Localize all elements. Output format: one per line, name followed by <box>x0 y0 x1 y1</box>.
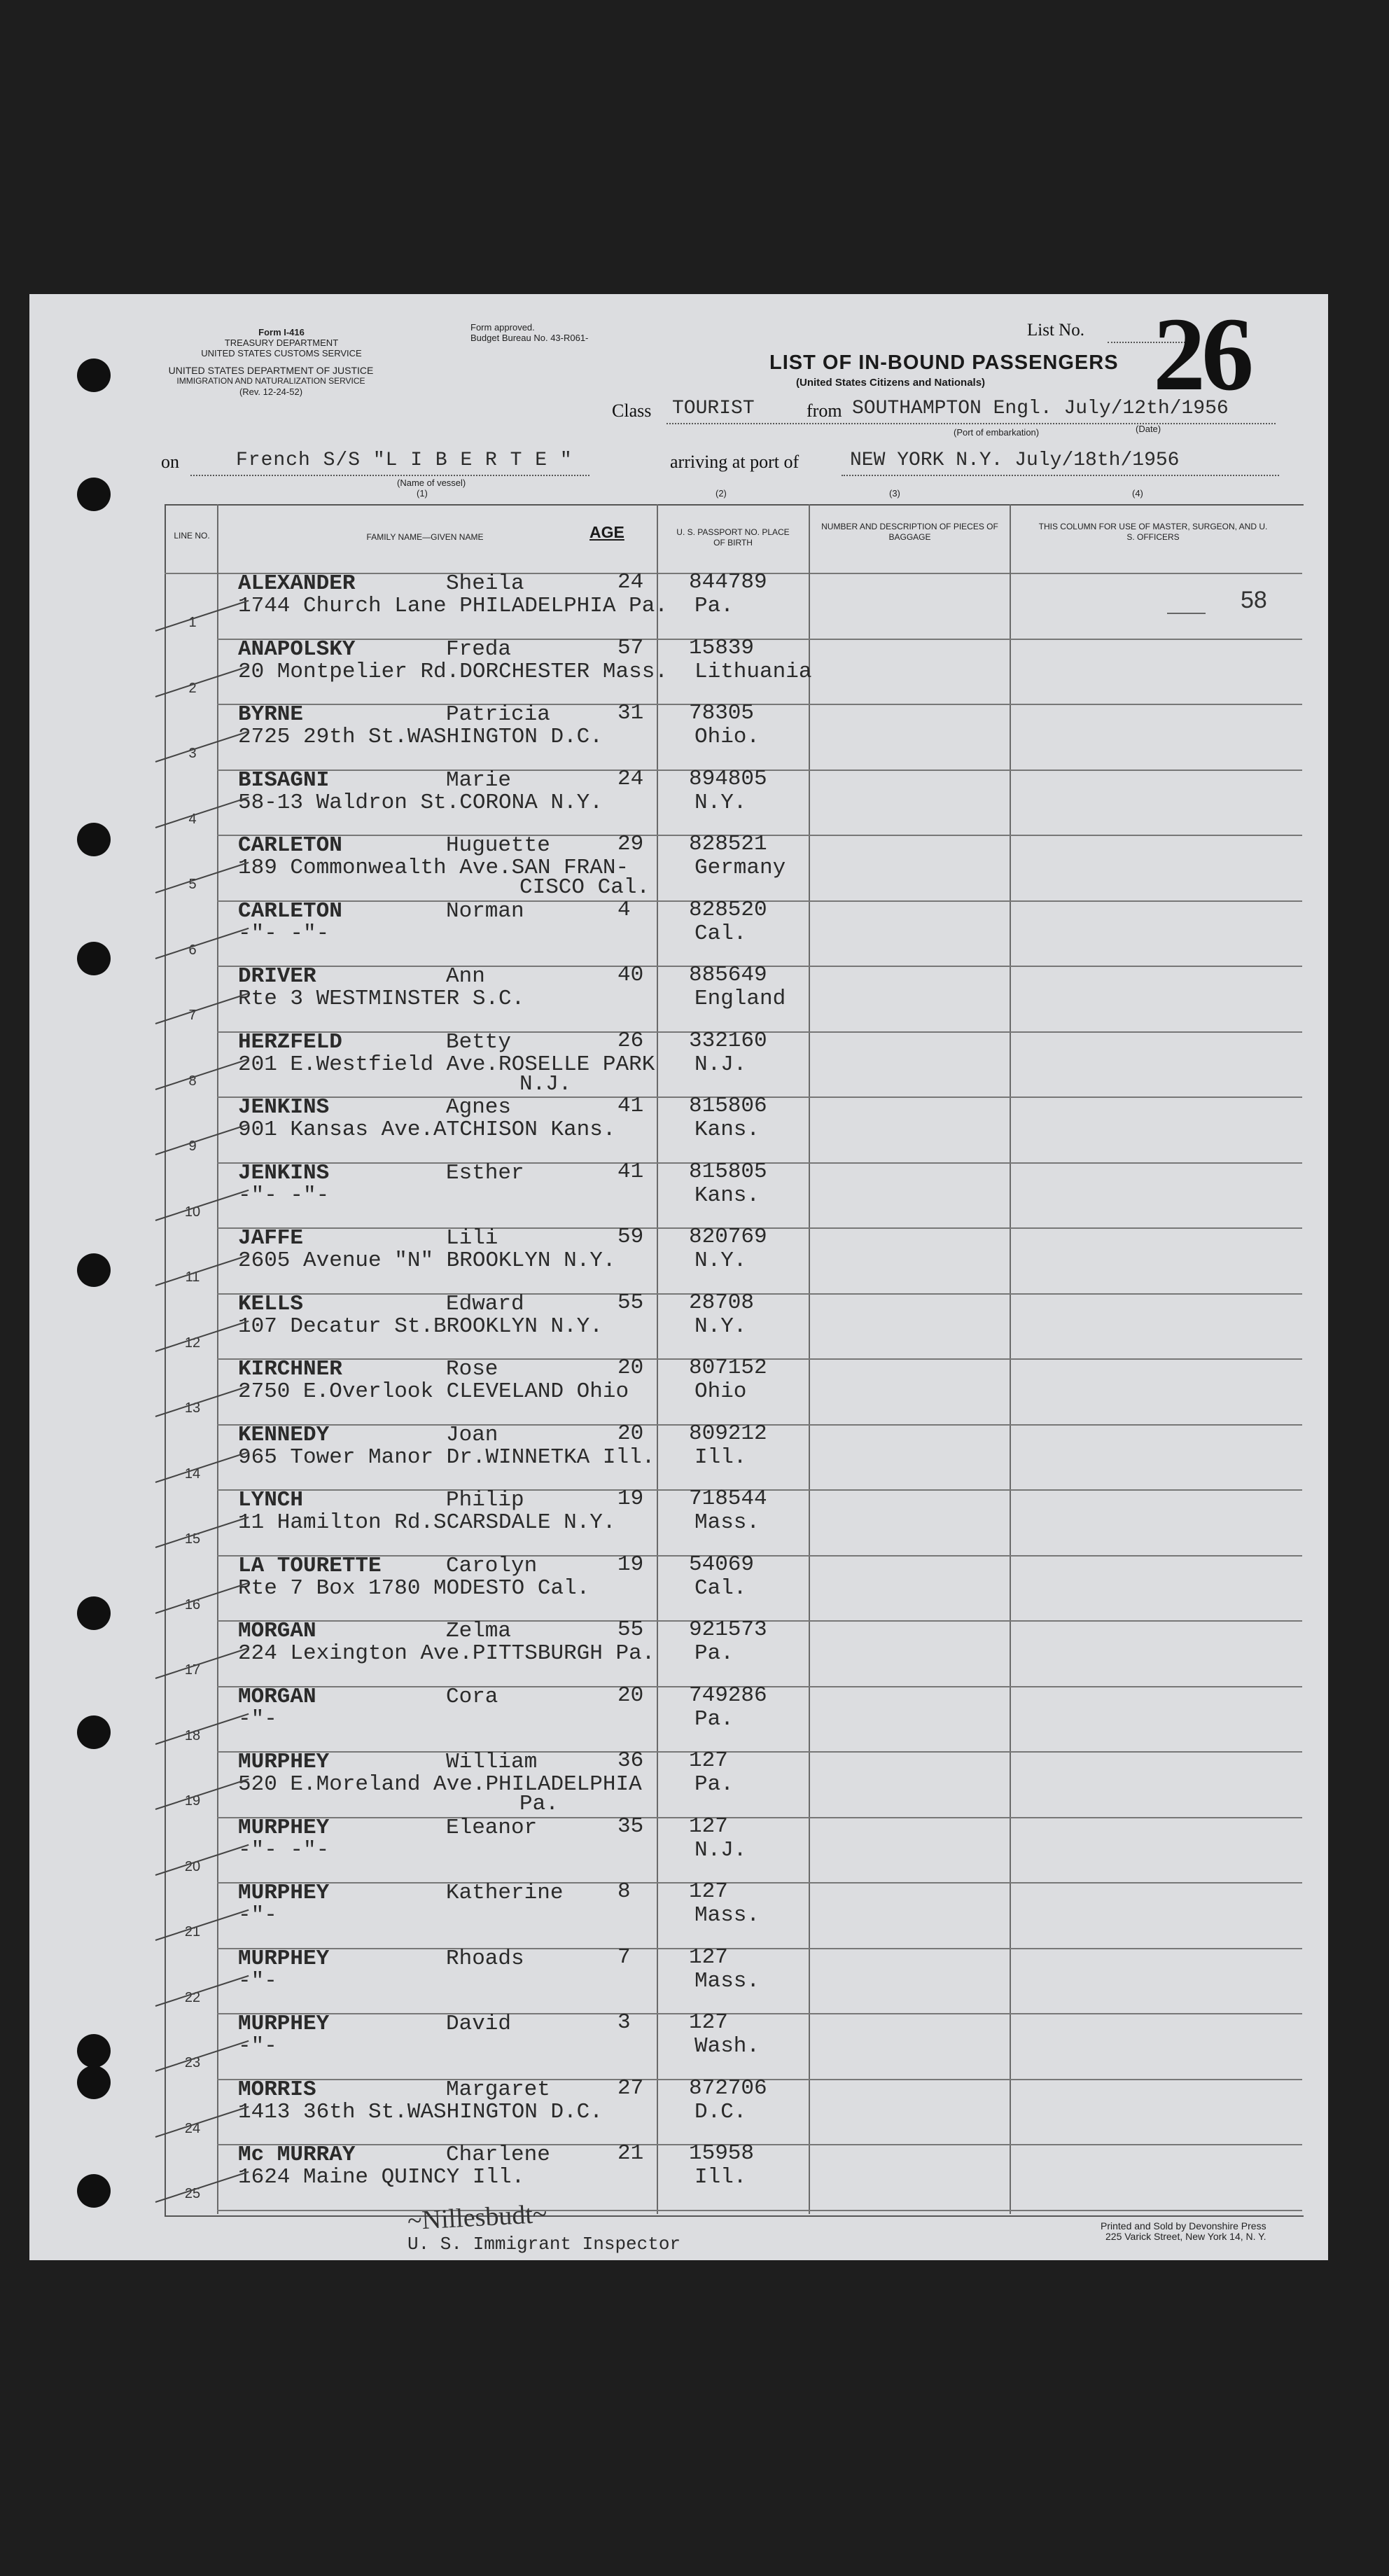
age: 20 <box>617 1421 644 1446</box>
printer-line1: Printed and Sold by Devonshire Press <box>1101 2220 1266 2232</box>
place-of-birth: Mass. <box>694 1968 760 1993</box>
place-of-birth: Cal. <box>694 921 747 946</box>
address: Rte 7 Box 1780 MODESTO Cal. <box>238 1575 590 1601</box>
table-row <box>29 2141 1328 2211</box>
passport-number: 78305 <box>689 701 755 725</box>
family-name: BYRNE <box>238 702 304 727</box>
table-row <box>29 1094 1328 1164</box>
arrival-value: NEW YORK N.Y. July/18th/1956 <box>850 450 1180 471</box>
passport-number: 872706 <box>689 2075 767 2101</box>
given-name: David <box>446 2012 512 2036</box>
address: 520 E.Moreland Ave.PHILADELPHIA <box>238 1772 642 1797</box>
family-name: KIRCHNER <box>238 1357 342 1381</box>
place-of-birth: Ill. <box>694 1444 747 1470</box>
line-number: 5 <box>188 877 197 892</box>
age: 4 <box>617 897 631 922</box>
col-marker-2: (2) <box>716 488 727 499</box>
table-row <box>29 635 1328 706</box>
address: 201 E.Westfield Ave.ROSELLE PARK <box>238 1052 655 1077</box>
family-name: CARLETON <box>238 898 342 924</box>
place-of-birth: N.J. <box>694 1837 747 1863</box>
passport-number: 815806 <box>689 1094 767 1118</box>
passport-number: 127 <box>689 2010 728 2035</box>
age: 8 <box>617 1879 631 1904</box>
age: 19 <box>617 1552 644 1577</box>
line-number: 25 <box>184 2186 201 2201</box>
passport-number: 809212 <box>689 1421 767 1446</box>
passport-number: 127 <box>689 1944 728 1970</box>
family-name: Mc MURRAY <box>238 2143 356 2167</box>
printer-line2: 225 Varick Street, New York 14, N. Y. <box>1105 2231 1266 2242</box>
table-row <box>29 1813 1328 1884</box>
age: 31 <box>617 701 644 725</box>
given-name: Katherine <box>446 1881 564 1905</box>
address: 189 Commonwealth Ave.SAN FRAN- <box>238 856 629 880</box>
address-continued: Pa. <box>519 1792 559 1816</box>
col-marker-3: (3) <box>889 488 900 499</box>
line-number: 6 <box>188 942 197 958</box>
form-revision: (Rev. 12-24-52) <box>239 387 303 397</box>
table-row <box>29 1290 1328 1360</box>
family-name: JENKINS <box>238 1095 330 1120</box>
address: 11 Hamilton Rd.SCARSDALE N.Y. <box>238 1510 616 1535</box>
line-number: 24 <box>184 2120 201 2136</box>
passport-number: 921573 <box>689 1617 767 1642</box>
from-value: SOUTHAMPTON Engl. July/12th/1956 <box>852 398 1229 419</box>
place-of-birth: N.Y. <box>694 790 747 815</box>
address-continued: CISCO Cal. <box>519 875 650 900</box>
manifest-page <box>29 294 1328 2260</box>
family-name: LYNCH <box>238 1488 304 1512</box>
age: 55 <box>617 1617 644 1642</box>
table-row <box>29 1683 1328 1753</box>
passport-number: 127 <box>689 1813 728 1839</box>
family-name: ALEXANDER <box>238 571 356 596</box>
family-name: JENKINS <box>238 1160 330 1185</box>
header-officers: THIS COLUMN FOR USE OF MASTER, SURGEON, AND U. S. OFFICERS <box>1038 522 1268 542</box>
passport-number: 815805 <box>689 1159 767 1184</box>
family-name: MURPHEY <box>238 1750 330 1774</box>
age: 41 <box>617 1094 644 1118</box>
table-row <box>29 1748 1328 1818</box>
binder-hole <box>77 478 111 511</box>
binder-hole <box>77 1596 111 1630</box>
address: 901 Kansas Ave.ATCHISON Kans. <box>238 1118 616 1142</box>
age: 20 <box>617 1356 644 1380</box>
address: Rte 3 WESTMINSTER S.C. <box>238 987 525 1011</box>
col-marker-1: (1) <box>417 488 428 499</box>
table-row <box>29 897 1328 968</box>
given-name: Betty <box>446 1029 512 1054</box>
given-name: Ann <box>446 964 485 989</box>
port-embark-note: (Port of embarkation) <box>954 427 1040 438</box>
line-number: 22 <box>184 1989 201 2005</box>
page-subtitle: (United States Citizens and Nationals) <box>796 377 986 389</box>
family-name: HERZFELD <box>238 1029 342 1054</box>
page-count-note: 58 <box>1241 587 1267 613</box>
passport-number: 894805 <box>689 766 767 791</box>
address: 2725 29th St.WASHINGTON D.C. <box>238 725 603 749</box>
address: 20 Montpelier Rd.DORCHESTER Mass. <box>238 659 668 684</box>
dept-customs: UNITED STATES CUSTOMS SERVICE <box>201 348 362 358</box>
given-name: Edward <box>446 1291 524 1316</box>
table-row <box>29 1225 1328 1295</box>
given-name: Huguette <box>446 833 550 858</box>
passport-number: 844789 <box>689 570 767 594</box>
place-of-birth: Pa. <box>694 1772 734 1797</box>
header-passport: U. S. PASSPORT NO. PLACE OF BIRTH <box>676 527 790 548</box>
address: 1413 36th St.WASHINGTON D.C. <box>238 2099 603 2124</box>
age: 57 <box>617 635 644 660</box>
place-of-birth: N.Y. <box>694 1248 747 1273</box>
address: 224 Lexington Ave.PITTSBURGH Pa. <box>238 1641 655 1666</box>
col-marker-4: (4) <box>1132 488 1143 499</box>
family-name: MURPHEY <box>238 1815 330 1840</box>
address-continued: N.J. <box>519 1071 572 1096</box>
address: 58-13 Waldron St.CORONA N.Y. <box>238 790 603 815</box>
age: 59 <box>617 1225 644 1249</box>
dept-justice-block <box>152 365 390 397</box>
table-row <box>29 570 1328 640</box>
vessel-note: (Name of vessel) <box>397 478 466 488</box>
age: 55 <box>617 1290 644 1315</box>
printer-credit <box>1101 2221 1266 2242</box>
table-row <box>29 1159 1328 1230</box>
given-name: Margaret <box>446 2077 550 2102</box>
form-id-block <box>173 327 390 358</box>
line-number: 18 <box>184 1727 201 1743</box>
passport-number: 127 <box>689 1748 728 1773</box>
page-title: LIST OF IN-BOUND PASSENGERS <box>769 351 1119 374</box>
table-row <box>29 1421 1328 1491</box>
arriving-label: arriving at port of <box>670 452 800 472</box>
passport-number: 718544 <box>689 1487 767 1511</box>
passport-number: 749286 <box>689 1683 767 1708</box>
line-number: 11 <box>185 1269 200 1285</box>
given-name: Lili <box>446 1226 498 1251</box>
given-name: Rhoads <box>446 1946 524 1971</box>
binder-hole <box>77 2066 111 2099</box>
place-of-birth: Lithuania <box>694 659 812 684</box>
form-approved-line2: Budget Bureau No. 43-R061- <box>470 333 589 343</box>
family-name: MORGAN <box>238 1619 316 1643</box>
row-separator <box>217 2210 1302 2211</box>
binder-hole <box>77 823 111 856</box>
age: 19 <box>617 1487 644 1511</box>
age: 29 <box>617 832 644 856</box>
line-number: 8 <box>188 1073 197 1089</box>
age: 3 <box>617 2010 631 2035</box>
place-of-birth: England <box>694 987 786 1011</box>
passport-number: 828520 <box>689 897 767 922</box>
age: 36 <box>617 1748 644 1773</box>
age: 35 <box>617 1813 644 1839</box>
family-name: CARLETON <box>238 833 342 858</box>
passport-number: 127 <box>689 1879 728 1904</box>
address: 965 Tower Manor Dr.WINNETKA Ill. <box>238 1444 655 1470</box>
given-name: William <box>446 1750 538 1774</box>
address: -"- -"- <box>238 1837 330 1863</box>
place-of-birth: Germany <box>694 856 786 880</box>
line-number: 19 <box>184 1793 201 1809</box>
age: 27 <box>617 2075 644 2101</box>
passport-number: 332160 <box>689 1028 767 1053</box>
address: 1624 Maine QUINCY Ill. <box>238 2165 525 2189</box>
binder-hole <box>77 1253 111 1287</box>
line-number: 20 <box>184 1858 201 1874</box>
place-of-birth: Kans. <box>694 1118 760 1142</box>
passport-number: 15958 <box>689 2141 755 2166</box>
address: 2750 E.Overlook CLEVELAND Ohio <box>238 1379 629 1404</box>
date-note: (Date) <box>1136 424 1161 434</box>
table-row <box>29 1487 1328 1557</box>
table-row <box>29 1944 1328 2015</box>
passport-number: 28708 <box>689 1290 755 1315</box>
passport-number: 820769 <box>689 1225 767 1249</box>
place-of-birth: Ill. <box>694 2165 747 2189</box>
family-name: BISAGNI <box>238 767 330 793</box>
arrival-dotline <box>842 475 1279 476</box>
class-dotline <box>666 423 1276 424</box>
table-row <box>29 2075 1328 2146</box>
binder-hole <box>77 942 111 975</box>
dept-ins: IMMIGRATION AND NATURALIZATION SERVICE <box>176 376 365 386</box>
given-name: Zelma <box>446 1619 512 1643</box>
given-name: Joan <box>446 1422 498 1447</box>
family-name: KENNEDY <box>238 1422 330 1447</box>
age: 26 <box>617 1028 644 1053</box>
line-number: 15 <box>184 1531 201 1547</box>
place-of-birth: Kans. <box>694 1183 760 1208</box>
age: 40 <box>617 963 644 987</box>
age: 24 <box>617 766 644 791</box>
passport-number: 15839 <box>689 635 755 660</box>
line-number: 10 <box>184 1204 201 1220</box>
age: 41 <box>617 1159 644 1184</box>
inspector-stamp: U. S. Immigrant Inspector <box>407 2234 681 2255</box>
address: 2605 Avenue "N" BROOKLYN N.Y. <box>238 1248 616 1273</box>
list-number: 26 <box>1153 296 1250 412</box>
form-number: Form I-416 <box>258 327 305 337</box>
place-of-birth: Cal. <box>694 1575 747 1601</box>
vessel-value: French S/S "L I B E R T E " <box>236 450 573 471</box>
table-row <box>29 701 1328 771</box>
family-name: MURPHEY <box>238 1946 330 1971</box>
table-row <box>29 2010 1328 2080</box>
line-number: 2 <box>188 680 197 696</box>
line-number: 13 <box>184 1400 201 1416</box>
family-name: ANAPOLSKY <box>238 636 356 662</box>
binder-hole <box>77 358 111 392</box>
family-name: JAFFE <box>238 1226 304 1251</box>
place-of-birth: Pa. <box>694 1641 734 1666</box>
address: -"- -"- <box>238 1183 330 1208</box>
class-label: Class <box>612 401 652 421</box>
binder-hole <box>77 1715 111 1749</box>
family-name: MORRIS <box>238 2077 316 2102</box>
age: 7 <box>617 1944 631 1970</box>
place-of-birth: Mass. <box>694 1903 760 1928</box>
line-number: 17 <box>184 1662 201 1678</box>
address: -"- <box>238 1968 277 1993</box>
place-of-birth: Mass. <box>694 1510 760 1535</box>
form-approved <box>470 322 588 343</box>
binder-hole <box>77 2174 111 2208</box>
age: 21 <box>617 2141 644 2166</box>
inspector-signature: ~Nillesbudt~ <box>407 2199 548 2236</box>
table-row <box>29 1028 1328 1099</box>
given-name: Freda <box>446 636 512 662</box>
place-of-birth: Ohio <box>694 1379 747 1404</box>
place-of-birth: N.Y. <box>694 1314 747 1339</box>
table-row <box>29 1356 1328 1426</box>
table-row <box>29 1552 1328 1622</box>
line-number: 16 <box>184 1596 201 1613</box>
address: -"- <box>238 2034 277 2059</box>
line-number: 3 <box>188 746 197 761</box>
table-row <box>29 1617 1328 1687</box>
line-number: 9 <box>188 1139 197 1154</box>
family-name: KELLS <box>238 1291 304 1316</box>
family-name: MURPHEY <box>238 1881 330 1905</box>
given-name: Rose <box>446 1357 498 1381</box>
address: 107 Decatur St.BROOKLYN N.Y. <box>238 1314 603 1339</box>
given-name: Charlene <box>446 2143 550 2167</box>
age: 20 <box>617 1683 644 1708</box>
given-name: Philip <box>446 1488 524 1512</box>
class-value: TOURIST <box>672 398 755 419</box>
given-name: Patricia <box>446 702 550 727</box>
age: 24 <box>617 570 644 594</box>
given-name: Norman <box>446 898 524 924</box>
header-name: FAMILY NAME—GIVEN NAME <box>366 532 484 542</box>
given-name: Esther <box>446 1160 524 1185</box>
passport-number: 807152 <box>689 1356 767 1380</box>
place-of-birth: Wash. <box>694 2034 760 2059</box>
place-of-birth: Pa. <box>694 1706 734 1732</box>
place-of-birth: N.J. <box>694 1052 747 1077</box>
given-name: Marie <box>446 767 512 793</box>
header-line-no: LINE NO. <box>174 531 210 541</box>
passport-number: 54069 <box>689 1552 755 1577</box>
from-label: from <box>807 401 842 421</box>
header-age: AGE <box>589 523 624 541</box>
table-row <box>29 963 1328 1033</box>
given-name: Eleanor <box>446 1815 538 1840</box>
dept-treasury: TREASURY DEPARTMENT <box>224 337 339 348</box>
line-number: 14 <box>184 1465 201 1482</box>
address: -"- -"- <box>238 921 330 946</box>
family-name: DRIVER <box>238 964 316 989</box>
table-row <box>29 832 1328 902</box>
table-row <box>29 766 1328 837</box>
given-name: Agnes <box>446 1095 512 1120</box>
place-of-birth: Pa. <box>694 594 734 618</box>
table-row <box>29 1879 1328 1949</box>
place-of-birth: D.C. <box>694 2099 747 2124</box>
family-name: MORGAN <box>238 1684 316 1709</box>
address: -"- <box>238 1903 277 1928</box>
passport-number: 885649 <box>689 963 767 987</box>
given-name: Carolyn <box>446 1553 538 1578</box>
line-number: 12 <box>184 1335 201 1351</box>
line-number: 7 <box>188 1008 197 1023</box>
passport-number: 828521 <box>689 832 767 856</box>
line-number: 23 <box>184 2055 201 2070</box>
place-of-birth: Ohio. <box>694 725 760 749</box>
on-label: on <box>161 452 179 472</box>
family-name: MURPHEY <box>238 2012 330 2036</box>
family-name: LA TOURETTE <box>238 1553 382 1578</box>
binder-hole <box>77 2034 111 2068</box>
list-no-label: List No. <box>1027 321 1084 340</box>
given-name: Sheila <box>446 571 524 596</box>
dept-justice: UNITED STATES DEPARTMENT OF JUSTICE <box>168 365 374 376</box>
line-number: 1 <box>188 615 197 630</box>
address: 1744 Church Lane PHILADELPHIA Pa. <box>238 594 668 618</box>
form-approved-line1: Form approved. <box>470 322 535 333</box>
line-number: 21 <box>184 1924 201 1940</box>
given-name: Cora <box>446 1684 498 1709</box>
line-number: 4 <box>188 811 197 827</box>
address: -"- <box>238 1706 277 1732</box>
header-baggage: NUMBER AND DESCRIPTION OF PIECES OF BAGGAGE <box>821 522 998 542</box>
vessel-dotline <box>190 475 589 476</box>
